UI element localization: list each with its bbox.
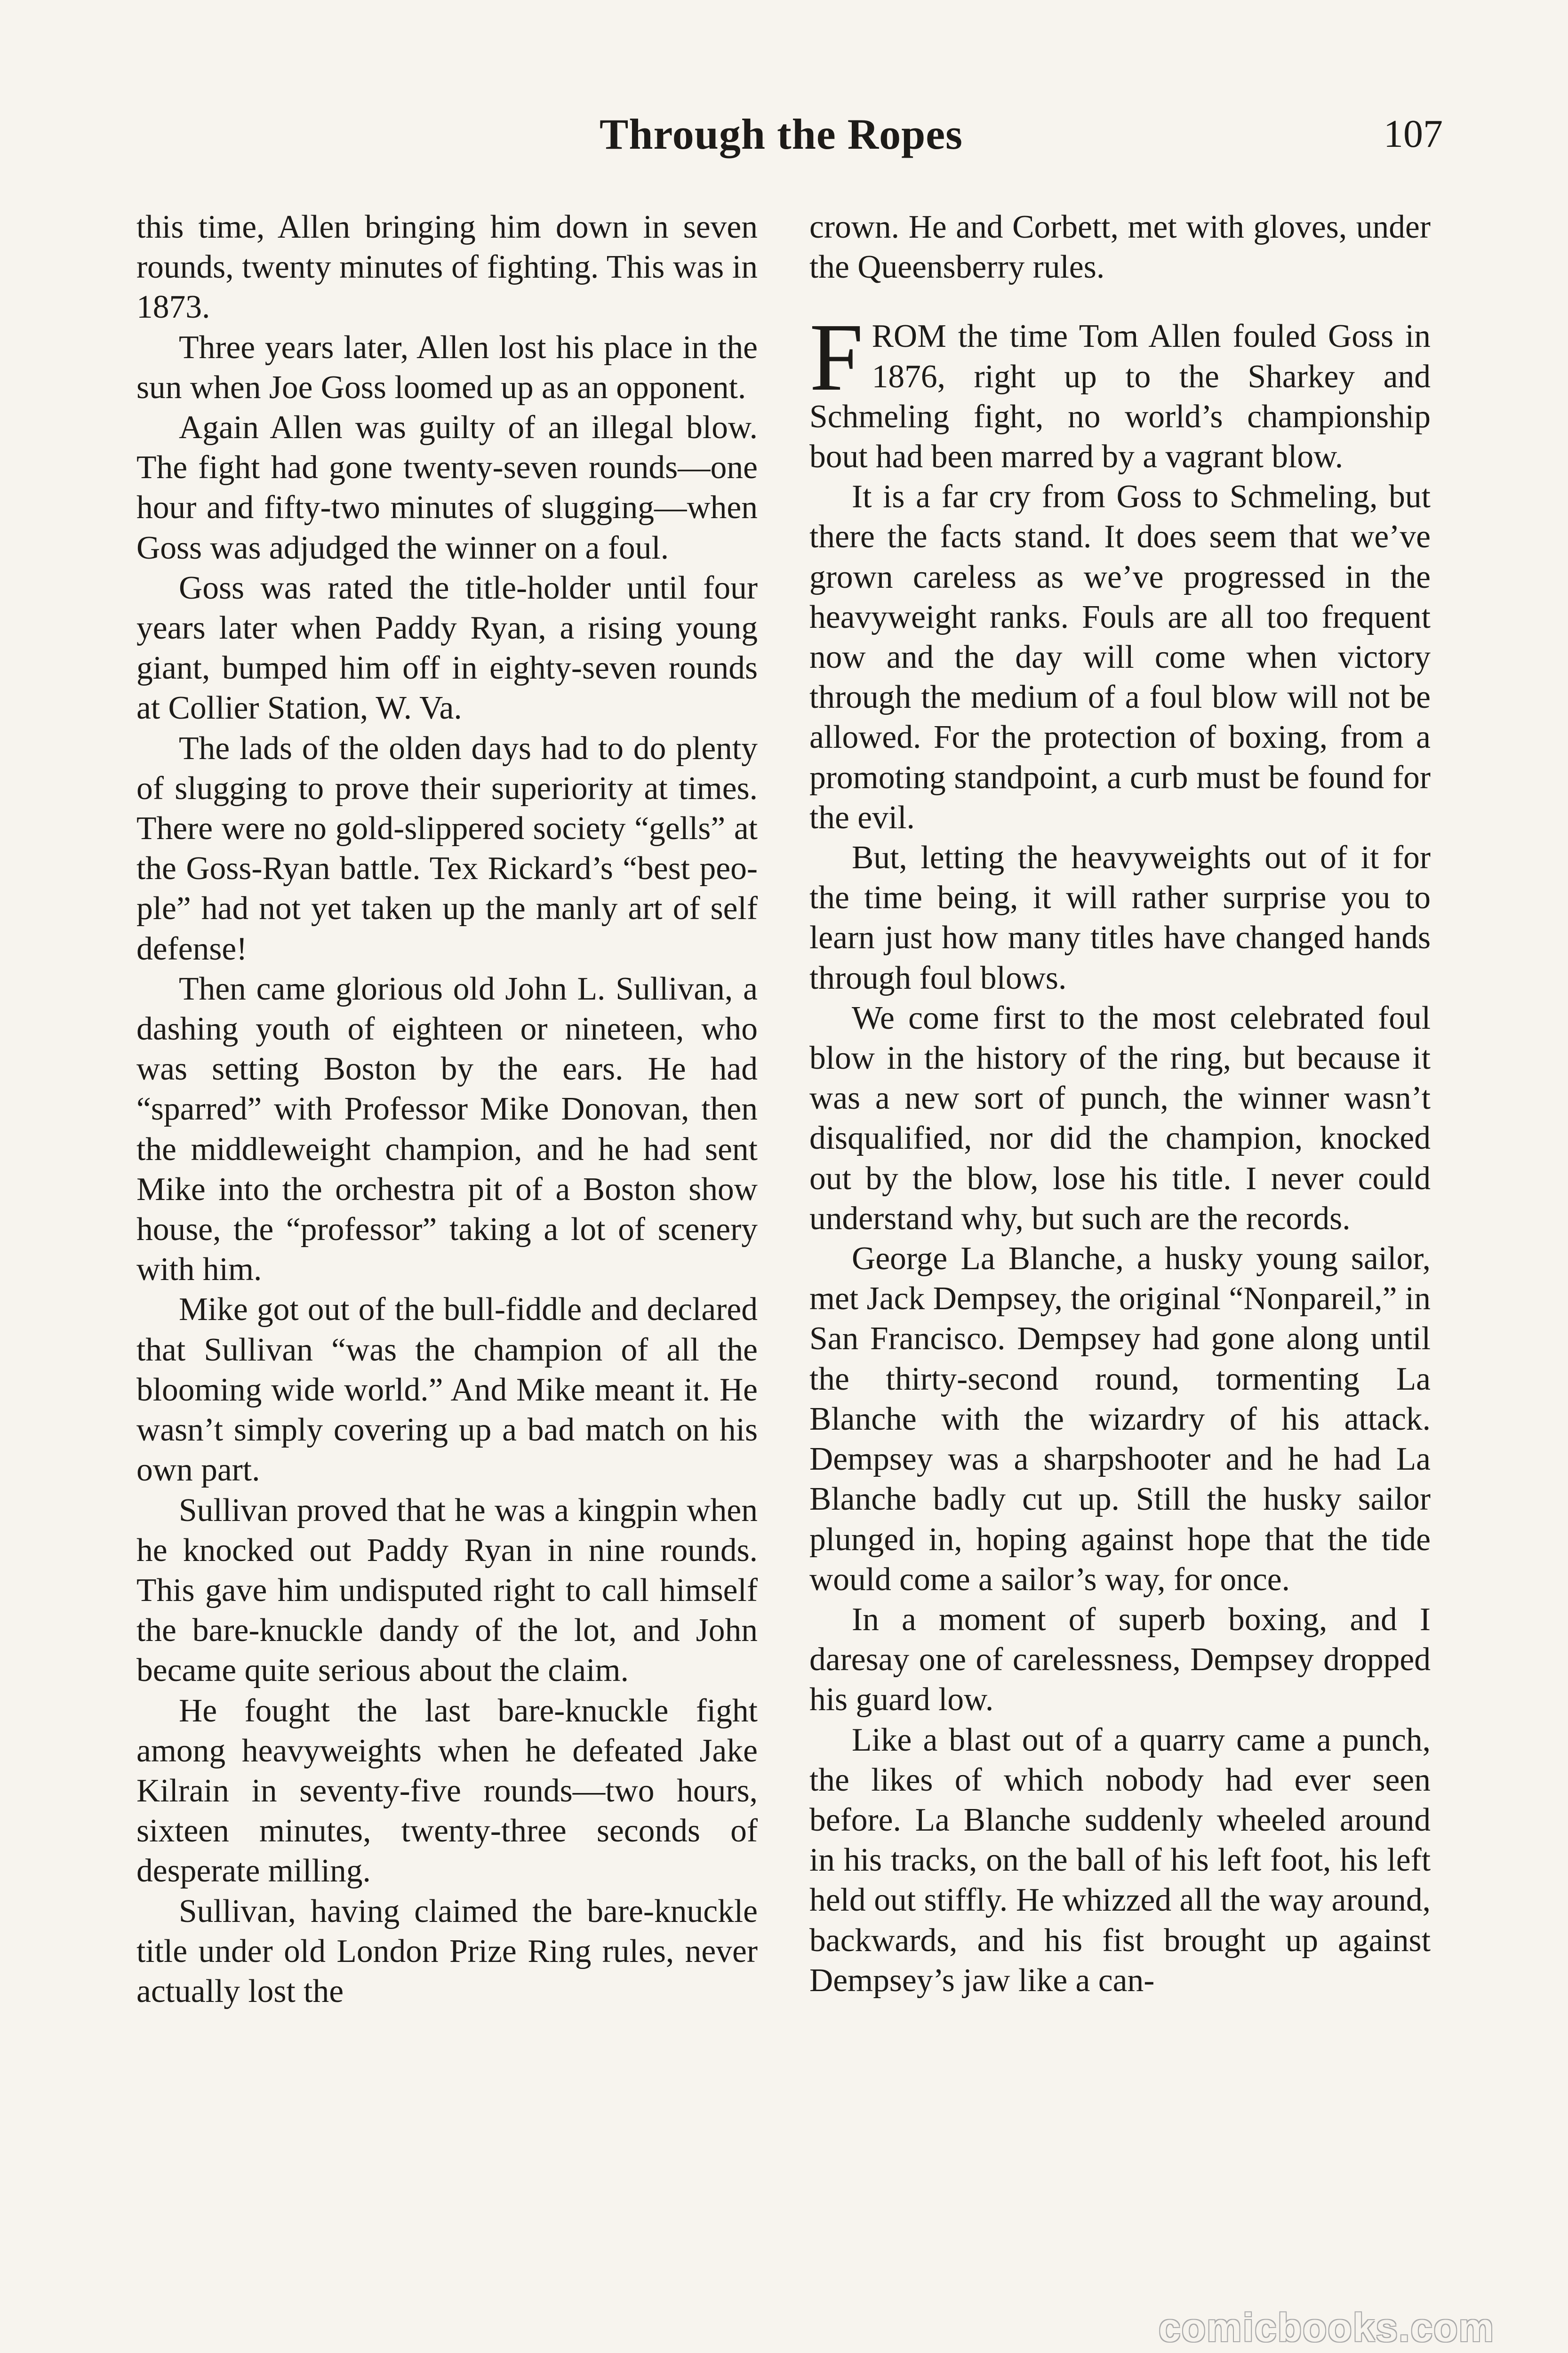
- paragraph: Three years later, Allen lost his place in the sun when Joe Goss loomed up as an opponent.: [136, 329, 758, 406]
- dropcap-paragraph-text: ROM the time Tom Allen fouled Goss in 1876, right up to the Sharkey and Schmeling fight, no world’s championship bout had been marred by a vagrant blow.: [809, 318, 1431, 475]
- left-column: [136, 207, 758, 2011]
- dropcap-paragraph: [809, 303, 1431, 477]
- paragraph: Again Allen was guilty of an illegal blow. The fight had gone twenty-seven rounds—one hour and fifty-two minutes of slugging—when Goss was adjudged the winner on a foul.: [136, 409, 758, 566]
- right-column: [809, 207, 1431, 2001]
- paragraph: Sullivan proved that he was a kingpin when he knocked out Paddy Ryan in nine rounds. This gave him undisputed right to call himself the bare-knuckle dandy of the lot, and John became quite serious about the claim.: [136, 1492, 758, 1689]
- paragraph: Sullivan, having claimed the bare-knuckle title under old London Prize Ring rules, never actually lost the: [136, 1893, 758, 2009]
- paragraph: Then came glorious old John L. Sullivan, a dashing youth of eighteen or nineteen, who was setting Boston by the ears. He had “sparred” with Professor Mike Donovan, then the middleweight champion, and he had sent Mike into the orchestra pit of a Boston show house, the “professor” taking a lot of scenery with him.: [136, 970, 758, 1288]
- paragraph: Mike got out of the bull-fiddle and declared that Sullivan “was the champion of all the blooming wide world.” And Mike meant it. He wasn’t simply covering up a bad match on his own part.: [136, 1291, 758, 1489]
- paragraph: Like a blast out of a quarry came a punch, the likes of which nobody had ever seen before. La Blanche suddenly wheeled around in his tracks, on the ball of his left foot, his left held out stiffly. He whizzed all the way around, backwards, and his fist brought up against Dempsey’s jaw like a can-: [809, 1721, 1431, 1999]
- paragraph: crown. He and Corbett, met with gloves, under the Queensberry rules.: [809, 209, 1431, 286]
- paragraph: But, letting the heavyweights out of it for the time being, it will rather surprise you to learn just how many titles have changed hands through foul blows.: [809, 840, 1431, 996]
- drop-cap: F: [809, 303, 864, 411]
- paragraph: this time, Allen bringing him down in seven rounds, twenty minutes of fighting. This was in 1873.: [136, 209, 758, 326]
- paragraph: The lads of the olden days had to do plenty of slugging to prove their superiority at times. There were no gold-slippered society “gells” at the Goss-Ryan battle. Tex Rickard’s “best people” had not yet taken up the manly art of self defense!: [136, 730, 758, 967]
- page-number: 107: [1384, 112, 1443, 156]
- paragraph: Goss was rated the title-holder until four years later when Paddy Ryan, a rising young giant, bumped him off in eighty-seven rounds at Collier Station, W. Va.: [136, 569, 758, 727]
- paragraph: It is a far cry from Goss to Schmeling, but there the facts stand. It does seem that we’ve grown careless as we’ve progressed in the heavyweight ranks. Fouls are all too frequent now and the day will come when victory through the medium of a foul blow will not be allowed. For the protection of boxing, from a promoting standpoint, a curb must be found for the evil.: [809, 479, 1431, 836]
- paragraph: In a moment of superb boxing, and I daresay one of carelessness, Dempsey dropped his guard low.: [809, 1601, 1431, 1718]
- paragraph: We come first to the most celebrated foul blow in the history of the ring, but because it was a new sort of punch, the winner wasn’t disqualified, nor did the champion, knocked out by the blow, lose his title. I never could understand why, but such are the records.: [809, 1000, 1431, 1237]
- watermark: comicbooks.com: [1159, 2305, 1495, 2350]
- paragraph: He fought the last bare-knuckle fight among heavyweights when he defeated Jake Kilrain in seventy-five rounds—two hours, sixteen minutes, twenty-three seconds of desperate milling.: [136, 1692, 758, 1889]
- paragraph: George La Blanche, a husky young sailor, met Jack Dempsey, the original “Nonpareil,” in San Francisco. Dempsey had gone along until the thirty-second round, tormenting La Blanche with the wizardry of his attack. Dempsey was a sharpshooter and he had La Blanche badly cut up. Still the husky sailor plunged in, hoping against hope that the tide would come a sailor’s way, for once.: [809, 1241, 1431, 1598]
- running-header-title: Through the Ropes: [600, 110, 963, 158]
